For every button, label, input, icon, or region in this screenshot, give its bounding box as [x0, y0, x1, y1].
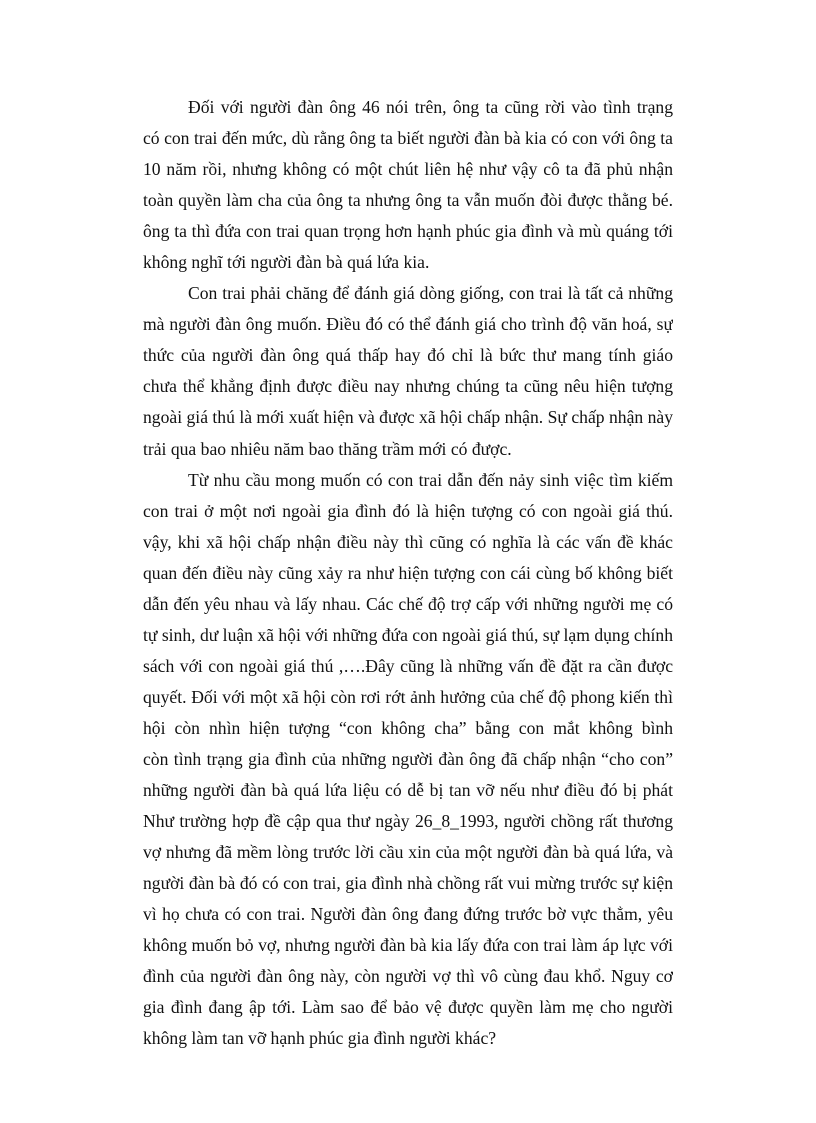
text-line: không muốn bỏ vợ, nhưng người đàn bà kia lấy đứa con trai làm áp lực với [143, 935, 673, 956]
text-line: những người đàn bà quá lứa liệu có dễ bị tan vỡ nếu như điều đó bị phát [143, 780, 673, 801]
text-line: quyết. Đối với một xã hội còn rơi rớt ảnh hưởng của chế độ phong kiến thì [143, 686, 673, 707]
text-line: 10 năm rồi, nhưng không có một chút liên hệ như vậy cô ta đã phủ nhận [143, 159, 673, 180]
text-line: vậy, khi xã hội chấp nhận điều này thì cũng có nghĩa là các vấn đề khác [143, 531, 673, 552]
text-line: Con trai phải chăng để đánh giá dòng giống, con trai là tất cả những [188, 283, 673, 304]
text-line: trải qua bao nhiêu năm bao thăng trầm mới có được. [143, 438, 512, 459]
text-line: sách với con ngoài giá thú ,….Đây cũng là những vấn đề đặt ra cần được [143, 655, 673, 676]
text-line: Như trường hợp đề cập qua thư ngày 26_8_1993, người chồng rất thương [143, 811, 673, 832]
text-line: vì họ chưa có con trai. Người đàn ông đang đứng trước bờ vực thẳm, yêu [143, 904, 673, 925]
paragraph [143, 278, 673, 464]
body-text [143, 92, 673, 1054]
text-line: không nghĩ tới người đàn bà quá lứa kia. [143, 252, 430, 273]
text-line: toàn quyền làm cha của ông ta nhưng ông ta vẫn muốn đòi được thằng bé. [143, 190, 673, 211]
text-line: ngoài giá thú là mới xuất hiện và được xã hội chấp nhận. Sự chấp nhận này [143, 407, 673, 428]
text-line: có con trai đến mức, dù rằng ông ta biết người đàn bà kia có con với ông ta [143, 128, 673, 149]
text-line: quan đến điều này cũng xảy ra như hiện tượng con cái cùng bố không biết [143, 562, 673, 583]
text-line: Từ nhu cầu mong muốn có con trai dẫn đến nảy sinh việc tìm kiếm [188, 469, 673, 490]
text-line: còn tình trạng gia đình của những người đàn ông đã chấp nhận “cho con” [143, 748, 673, 769]
text-line: hội còn nhìn hiện tượng “con không cha” bằng con mắt không bình [143, 717, 673, 738]
text-line: dẫn đến yêu nhau và lấy nhau. Các chế độ trợ cấp với những người mẹ có [143, 593, 673, 614]
text-line: thức của người đàn ông quá thấp hay đó chỉ là bức thư mang tính giáo [143, 345, 673, 366]
text-line: gia đình đang ập tới. Làm sao để bảo vệ được quyền làm mẹ cho người [143, 997, 673, 1018]
text-line: người đàn bà đó có con trai, gia đình nhà chồng rất vui mừng trước sự kiện [143, 873, 673, 894]
text-line: không làm tan vỡ hạnh phúc gia đình người khác? [143, 1028, 497, 1049]
paragraph [143, 92, 673, 278]
text-line: con trai ở một nơi ngoài gia đình đó là hiện tượng có con ngoài giá thú. [143, 500, 673, 521]
text-line: đình của người đàn ông này, còn người vợ thì vô cùng đau khổ. Nguy cơ [143, 966, 673, 987]
text-line: ông ta thì đứa con trai quan trọng hơn hạnh phúc gia đình và mù quáng tới [143, 221, 673, 242]
paragraph [143, 465, 673, 1055]
text-line: chưa thể khẳng định được điều nay nhưng chúng ta cũng nêu hiện tượng [143, 376, 673, 397]
text-line: Đối với người đàn ông 46 nói trên, ông ta cũng rời vào tình trạng [188, 97, 673, 117]
text-line: tự sinh, dư luận xã hội với những đứa con ngoài giá thú, sự lạm dụng chính [143, 624, 673, 645]
text-line: vợ nhưng đã mềm lòng trước lời cầu xin của một người đàn bà quá lứa, và [143, 842, 673, 863]
text-line: mà người đàn ông muốn. Điều đó có thể đánh giá cho trình độ văn hoá, sự [143, 314, 673, 335]
